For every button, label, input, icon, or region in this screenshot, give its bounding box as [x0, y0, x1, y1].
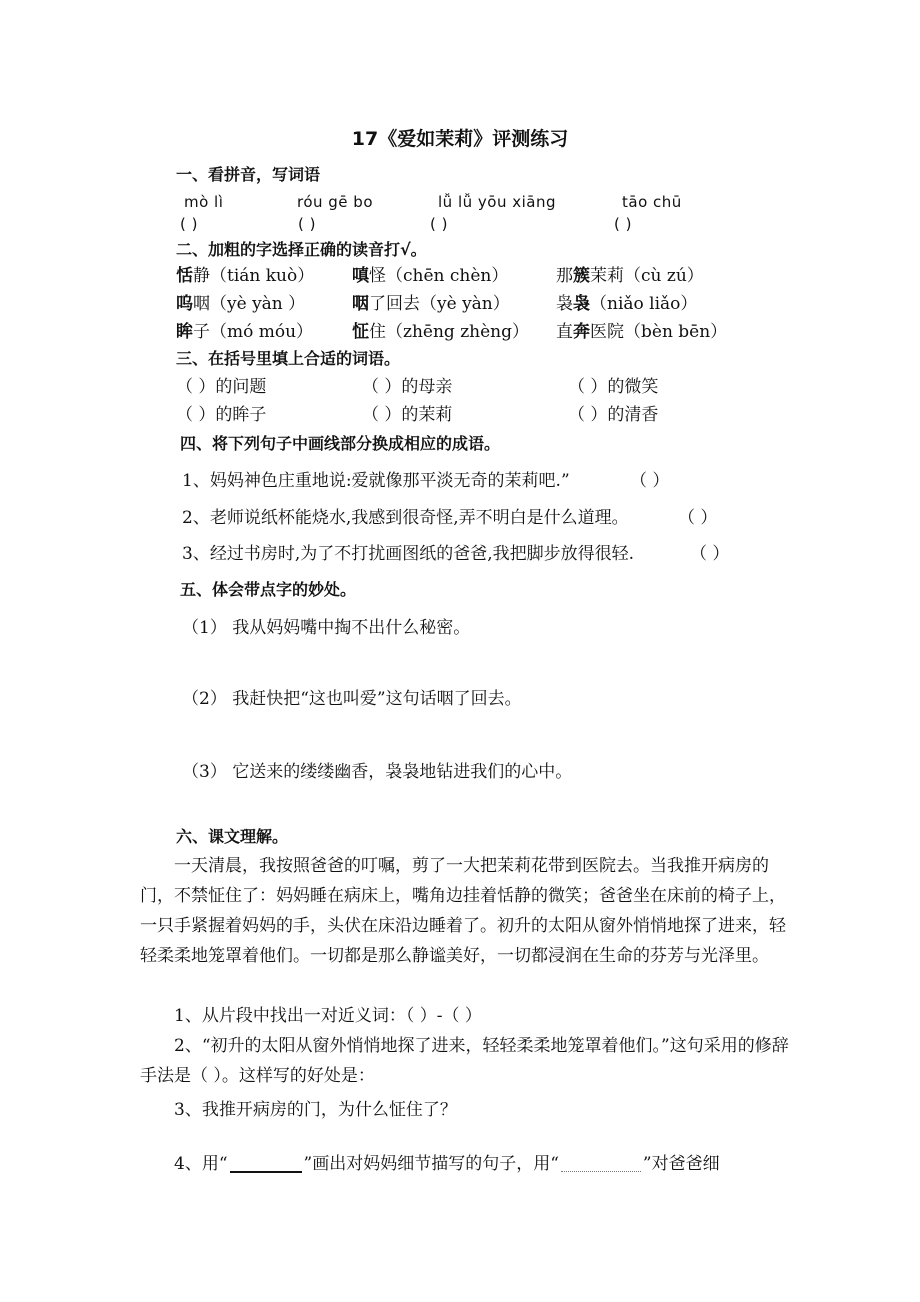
- question-4-part-b: ”画出对妈妈细节描写的句子，用“: [303, 1154, 559, 1174]
- bold-char: 袅: [573, 294, 590, 314]
- pinyin-3: lǚ lǚ yōu xiāng: [438, 193, 556, 211]
- fill-blank-item[interactable]: （ ）的茉莉: [362, 405, 453, 425]
- page-title: 17《爱如茉莉》评测练习: [351, 128, 569, 150]
- prefix-char: 袅: [556, 294, 573, 314]
- pinyin-2: róu gē bo: [297, 193, 374, 211]
- question-3: 3、我推开病房的门，为什么怔住了？: [174, 1100, 457, 1120]
- answer-blank-3[interactable]: ( ): [430, 215, 448, 233]
- sentence-item-3: 3、经过书房时,为了不打扰画图纸的爸爸,我把脚步放得很轻.: [182, 544, 635, 564]
- reading-item[interactable]: [556, 293, 697, 315]
- appreciation-item-3: （3） 它送来的缕缕幽香，袅袅地钻进我们的心中。: [182, 762, 573, 782]
- answer-blank-4[interactable]: ( ): [614, 215, 632, 233]
- appreciation-item-2: （2） 我赶快把“这也叫爱”这句话咽了回去。: [182, 689, 522, 709]
- reading-passage: 一天清晨，我按照爸爸的叮嘱，剪了一大把茉莉花带到医院去。当我推开病房的门，不禁怔住了：妈妈睡在病床上，嘴角边挂着恬静的微笑；爸爸坐在床前的椅子上，一只手紧握着妈妈的手，头伏在床沿边睡着了。初升的太阳从窗外悄悄地探了进来，轻轻柔柔地笼罩着他们。一切都是那么静谧美好，一切都浸润在生命的芬芳与光泽里。: [140, 856, 786, 966]
- bold-char: 呜: [176, 294, 193, 314]
- bold-char: 怔: [352, 322, 369, 342]
- question-1: 1、从片段中找出一对近义词：（ ）-（ ）: [174, 1006, 482, 1026]
- section-2-heading: 二、加粗的字选择正确的读音打√。: [176, 240, 427, 259]
- section-5-heading: 五、体会带点字的妙处。: [180, 580, 357, 599]
- bold-char: 咽: [352, 294, 369, 314]
- reading-options: （niǎo liǎo）: [590, 294, 698, 314]
- wavy-underline-sample: [561, 1157, 641, 1172]
- bold-char: 恬: [176, 266, 193, 286]
- section-4-heading: 四、将下列句子中画线部分换成相应的成语。: [180, 434, 501, 453]
- fill-blank-item[interactable]: （ ）的问题: [176, 377, 267, 397]
- pinyin-4: tāo chū: [622, 193, 682, 211]
- reading-item[interactable]: [352, 265, 508, 287]
- reading-options: 子（mó móu）: [193, 322, 314, 342]
- reading-item[interactable]: [352, 321, 529, 343]
- fill-blank-item[interactable]: （ ）的微笑: [568, 377, 659, 397]
- reading-options: 住（zhēng zhèng）: [369, 322, 529, 342]
- bold-char: 奔: [573, 322, 590, 342]
- reading-options: 医院（bèn bēn）: [590, 322, 728, 342]
- question-4-part-a: 4、用“: [174, 1154, 228, 1174]
- sentence-item-2: 2、老师说纸杯能烧水,我感到很奇怪,弄不明白是什么道理。: [182, 508, 629, 528]
- reading-item[interactable]: [556, 265, 704, 287]
- reading-options: 了回去（yè yàn）: [369, 294, 510, 314]
- prefix-char: 直: [556, 322, 573, 342]
- reading-item[interactable]: [176, 293, 305, 315]
- fill-blank-item[interactable]: （ ）的眸子: [176, 405, 267, 425]
- question-2: 2、“初升的太阳从窗外悄悄地探了进来，轻轻柔柔地笼罩着他们。”这句采用的修辞手法是（ ）。这样写的好处是：: [140, 1036, 789, 1086]
- question-4-part-c: ”对爸爸细: [642, 1154, 720, 1174]
- reading-item[interactable]: [556, 321, 727, 343]
- prefix-char: 那: [556, 266, 573, 286]
- section-3-heading: 三、在括号里填上合适的词语。: [176, 349, 401, 368]
- answer-blank-1[interactable]: ( ): [180, 215, 198, 233]
- reading-item[interactable]: [176, 265, 314, 287]
- reading-item[interactable]: [352, 293, 510, 315]
- sentence-item-1: 1、妈妈神色庄重地说:爱就像那平淡无奇的茉莉吧.”: [182, 471, 570, 491]
- idiom-blank-3[interactable]: （ ）: [690, 544, 730, 564]
- appreciation-item-1: （1） 我从妈妈嘴中掏不出什么秘密。: [182, 618, 471, 638]
- idiom-blank-2[interactable]: （ ）: [678, 508, 718, 528]
- pinyin-1: mò lì: [184, 193, 224, 211]
- question-4: [174, 1153, 720, 1175]
- bold-char: 眸: [176, 322, 193, 342]
- bold-char: 嗔: [352, 266, 369, 286]
- reading-item[interactable]: [176, 321, 313, 343]
- section-6-heading: 六、课文理解。: [176, 827, 289, 846]
- straight-underline-sample: [230, 1157, 302, 1173]
- fill-blank-item[interactable]: （ ）的母亲: [362, 377, 453, 397]
- fill-blank-item[interactable]: （ ）的清香: [568, 405, 659, 425]
- bold-char: 簇: [573, 266, 590, 286]
- section-1-heading: 一、看拼音，写词语: [176, 165, 321, 184]
- reading-options: 静（tián kuò）: [193, 266, 315, 286]
- answer-blank-2[interactable]: ( ): [298, 215, 316, 233]
- reading-options: 茉莉（cù zú）: [590, 266, 704, 286]
- reading-options: 咽（yè yàn ）: [193, 294, 306, 314]
- reading-options: 怪（chēn chèn）: [369, 266, 509, 286]
- idiom-blank-1[interactable]: （ ）: [630, 471, 670, 491]
